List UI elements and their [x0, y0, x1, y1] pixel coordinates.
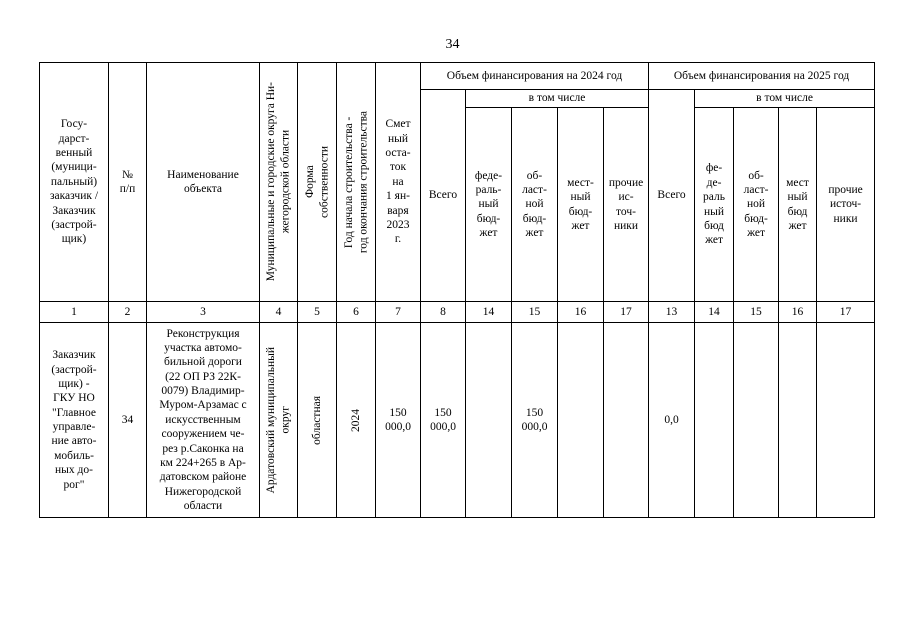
- federal-2024-cell: [466, 323, 512, 518]
- header-years: Год начала строительства - год окончания строительства: [342, 110, 369, 254]
- object-name-cell: Реконструкция участка автомо- бильной дороги (22 ОП РЗ 22К- 0079) Владимир- Муром-Арзамас с искусственным сооружением че- рез р.Саконка на км 224+265 в Ар- датовском районе Нижегородской области: [147, 323, 260, 518]
- customer-cell: Заказчик (застрой- щик) - ГКУ НО "Главное управле- ние авто- мобиль- ных до- рог": [40, 323, 109, 518]
- column-number: 15: [512, 302, 558, 323]
- ownership-cell: [298, 323, 337, 518]
- regional-2025-cell: [734, 323, 779, 518]
- column-number: 13: [649, 302, 695, 323]
- local-2024-cell: [558, 323, 604, 518]
- header-funding-2025: Объем финансирования на 2025 год: [649, 63, 875, 90]
- federal-2025-cell: [695, 323, 734, 518]
- column-number-row: [40, 302, 875, 323]
- column-number: 17: [817, 302, 875, 323]
- column-number: 16: [558, 302, 604, 323]
- column-number: 3: [147, 302, 260, 323]
- column-number: 7: [376, 302, 421, 323]
- header-local-2024: мест- ный бюд- жет: [558, 108, 604, 302]
- header-funding-2024: Объем финансирования на 2024 год: [421, 63, 649, 90]
- header-federal-2024: феде- раль- ный бюд- жет: [466, 108, 512, 302]
- other-2024-cell: [604, 323, 649, 518]
- remainder-cell: 150 000,0: [376, 323, 421, 518]
- header-total-2024: Всего: [421, 90, 466, 302]
- header-years-cell: [337, 63, 376, 302]
- column-number: 4: [260, 302, 298, 323]
- header-other-2025: прочие источ- ники: [817, 108, 875, 302]
- column-number: 6: [337, 302, 376, 323]
- table-row: [40, 323, 875, 518]
- page-number: 34: [445, 37, 460, 52]
- header-total-2025: Всего: [649, 90, 695, 302]
- header-federal-2025: фе- де- раль ный бюд жет: [695, 108, 734, 302]
- header-customer: Госу- дарст- венный (муници- пальный) заказчик / Заказчик (застрой- щик): [40, 63, 109, 302]
- column-number: 8: [421, 302, 466, 323]
- financing-table: [39, 62, 875, 518]
- regional-2024-cell: 150 000,0: [512, 323, 558, 518]
- municipality-cell: [260, 323, 298, 518]
- column-number: 15: [734, 302, 779, 323]
- ownership-value: областная: [310, 395, 323, 445]
- header-ownership-cell: [298, 63, 337, 302]
- header-remainder: Смет ный оста- ток на 1 ян- варя 2023 г.: [376, 63, 421, 302]
- total-2024-cell: 150 000,0: [421, 323, 466, 518]
- column-number: 16: [779, 302, 817, 323]
- year-value: 2024: [349, 408, 362, 432]
- header-local-2025: мест ный бюд жет: [779, 108, 817, 302]
- column-number: 14: [466, 302, 512, 323]
- header-number: № п/п: [109, 63, 147, 302]
- header-municipality: Муниципальные и городские округа Ни- жегородской области: [265, 82, 292, 282]
- total-2025-cell: 0,0: [649, 323, 695, 518]
- header-municipality-cell: [260, 63, 298, 302]
- header-regional-2025: об- ласт- ной бюд- жет: [734, 108, 779, 302]
- header-object-name: Наименование объекта: [147, 63, 260, 302]
- header-regional-2024: об- ласт- ной бюд- жет: [512, 108, 558, 302]
- other-2025-cell: [817, 323, 875, 518]
- row-number-cell: 34: [109, 323, 147, 518]
- header-ownership: Форма собственности: [303, 146, 330, 218]
- column-number: 2: [109, 302, 147, 323]
- local-2025-cell: [779, 323, 817, 518]
- column-number: 1: [40, 302, 109, 323]
- year-cell: [337, 323, 376, 518]
- header-including-2025: в том числе: [695, 90, 875, 108]
- header-including-2024: в том числе: [466, 90, 649, 108]
- column-number: 17: [604, 302, 649, 323]
- column-number: 14: [695, 302, 734, 323]
- municipality-value: Ардатовский муниципальный округ: [265, 346, 292, 494]
- header-other-2024: прочие ис- точ- ники: [604, 108, 649, 302]
- column-number: 5: [298, 302, 337, 323]
